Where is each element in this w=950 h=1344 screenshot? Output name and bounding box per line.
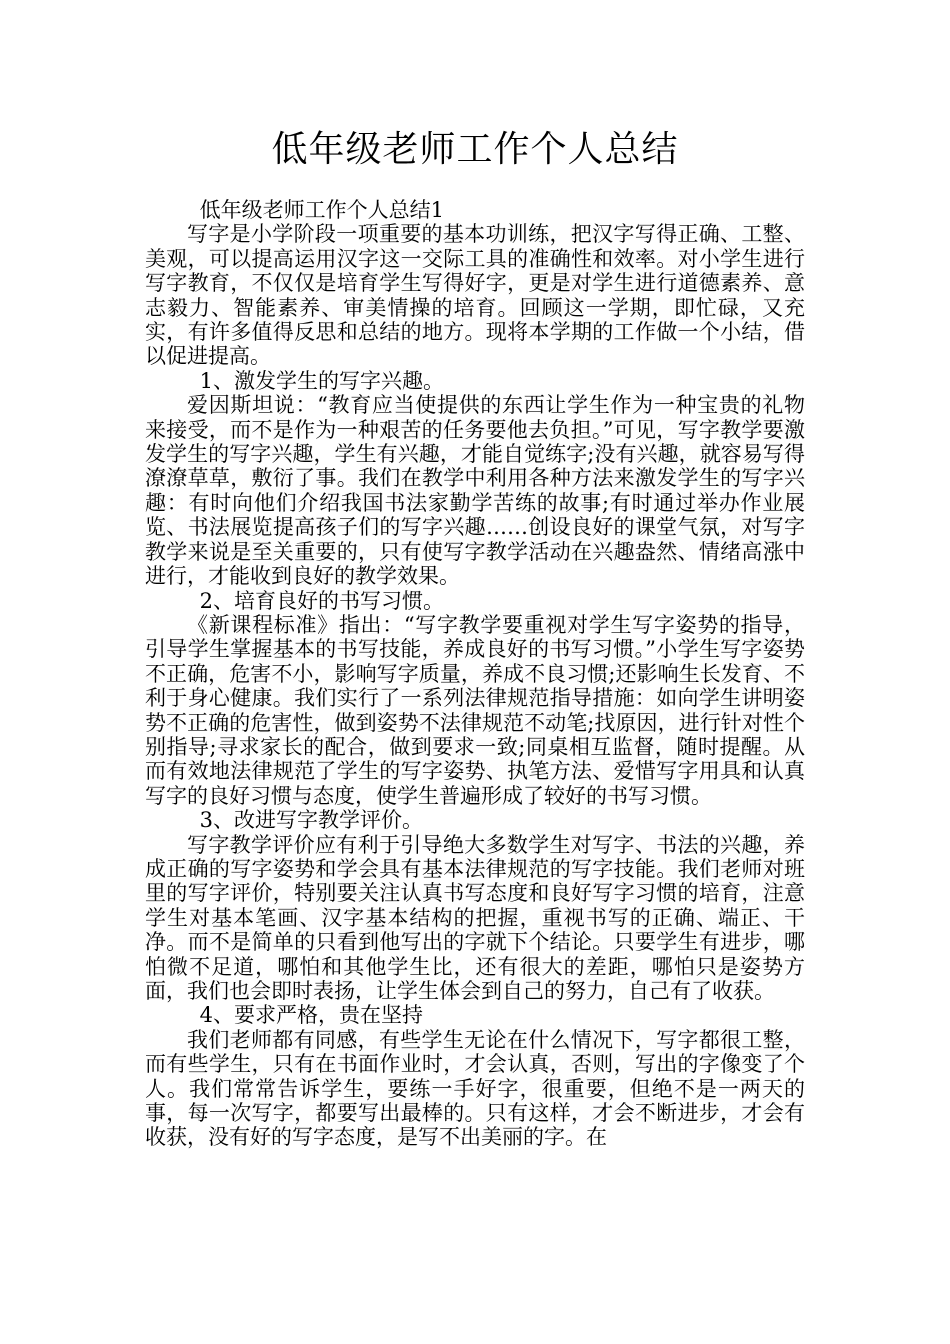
section-heading-1: 1、激发学生的写字兴趣。 (199, 368, 444, 393)
section-title: 低年级老师工作个人总结1 (199, 198, 444, 222)
document-title: 低年级老师工作个人总结 (271, 129, 679, 170)
paragraph-intro: 写字是小学阶段一项重要的基本功训练，把汉字写得正确、工整、美观，可以提高运用汉字这一交际工具的准确性和效率。对小学生进行写字教育，不仅仅是培育学生写得好字，更是对学生进行道德素养、意志毅力、智能素养、审美情操的培育。回顾这一学期，即忙碌，又充实，有许多值得反思和总结的地方。现将本学期的工作做一个小结，借以促进提高。 (145, 222, 805, 369)
paragraph-1: 爱因斯坦说：“教育应当使提供的东西让学生作为一种宝贵的礼物来接受，而不是作为一种艰苦的任务要他去负担。”可见，写字教学要激发学生的写字兴趣，学生有兴趣，才能自觉练字;没有兴趣，就容易写得潦潦草草，敷衍了事。我们在教学中利用各种方法来激发学生的写字兴趣：有时向他们介绍我国书法家勤学苦练的故事;有时通过举办作业展览、书法展览提高孩子们的写字兴趣……创设良好的课堂气氛，对写字教学来说是至关重要的，只有使写字教学活动在兴趣盎然、情绪高涨中进行，才能收到良好的教学效果。 (145, 393, 805, 589)
section-heading-4: 4、要求严格，贵在坚持 (199, 1003, 423, 1028)
paragraph-3: 写字教学评价应有利于引导绝大多数学生对写字、书法的兴趣，养成正确的写字姿势和学会具有基本法律规范的写字技能。我们老师对班里的写字评价，特别要关注认真书写态度和良好写字习惯的培育，注意学生对基本笔画、汉字基本结构的把握，重视书写的正确、端正、干净。而不是简单的只看到他写出的字就下个结论。只要学生有进步，哪怕微不足道，哪怕和其他学生比，还有很大的差距，哪怕只是姿势方面，我们也会即时表扬，让学生体会到自己的努力，自己有了收获。 (145, 832, 805, 1003)
document-body (145, 198, 805, 1150)
paragraph-4: 我们老师都有同感，有些学生无论在什么情况下，写字都很工整，而有些学生，只有在书面作业时，才会认真，否则，写出的字像变了个人。我们常常告诉学生，要练一手好字，很重要，但绝不是一两天的事，每一次写字，都要写出最棒的。只有这样，才会不断进步，才会有收获，没有好的写字态度，是写不出美丽的字。在 (145, 1027, 805, 1150)
section-heading-3: 3、改进写字教学评价。 (199, 808, 423, 833)
section-heading-2: 2、培育良好的书写习惯。 (199, 588, 444, 613)
paragraph-2: 《新课程标准》指出：“写字教学要重视对学生写字姿势的指导，引导学生掌握基本的书写技能，养成良好的书写习惯。”小学生写字姿势不正确，危害不小，影响写字质量，养成不良习惯;还影响生长发育、不利于身心健康。我们实行了一系列法律规范指导措施：如向学生讲明姿势不正确的危害性，做到姿势不法律规范不动笔;找原因，进行针对性个别指导;寻求家长的配合，做到要求一致;同桌相互监督，随时提醒。从而有效地法律规范了学生的写字姿势、执笔方法、爱惜写字用具和认真写字的良好习惯与态度，使学生普遍形成了较好的书写习惯。 (145, 612, 805, 808)
